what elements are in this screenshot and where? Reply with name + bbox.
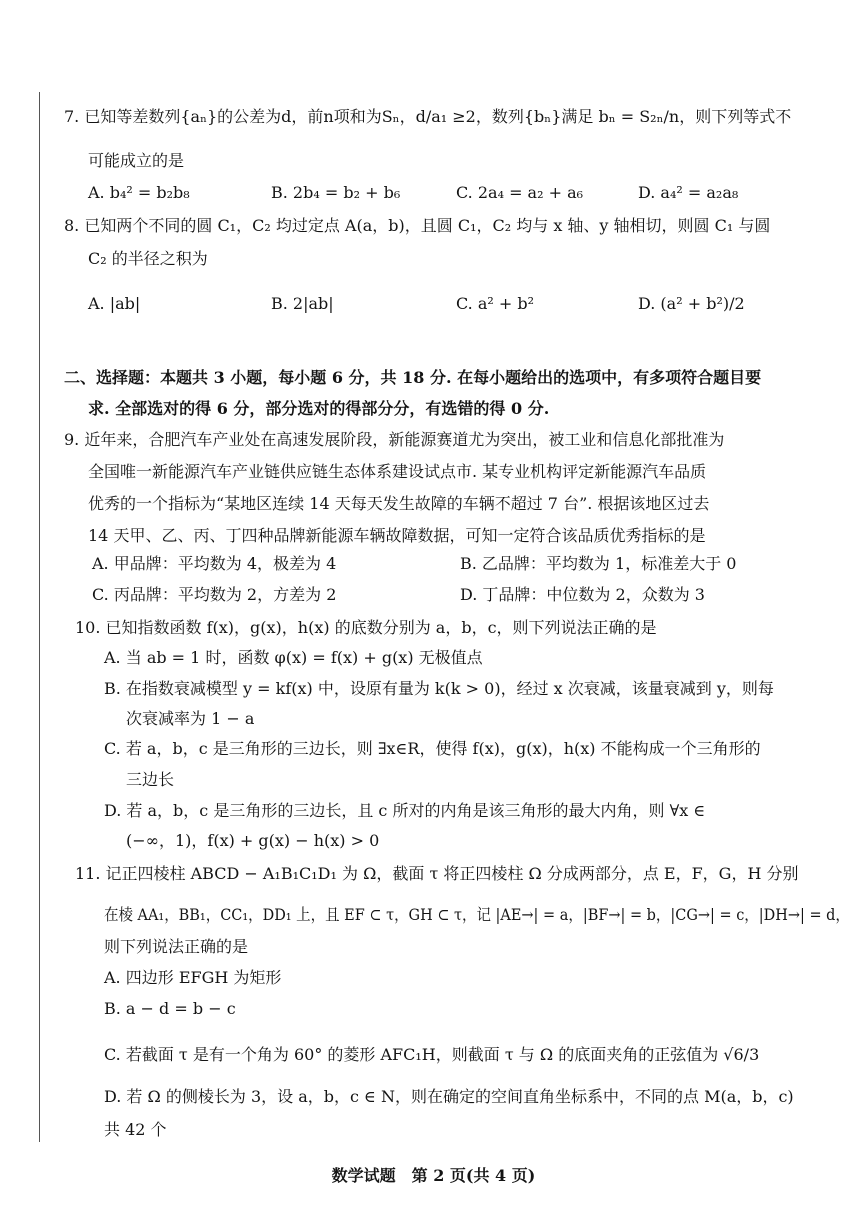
q9-line1: 9. 近年来，合肥汽车产业处在高速发展阶段，新能源赛道尤为突出，被工业和信息化部批准为: [64, 430, 725, 449]
q7-line1: 7. 已知等差数列{aₙ}的公差为d，前n项和为Sₙ，d/a₁ ≥2，数列{bₙ}满足 bₙ = S₂ₙ/n，则下列等式不: [64, 107, 792, 126]
q7-line2: 可能成立的是: [88, 151, 185, 170]
q10-option-d-line2: (−∞，1)，f(x) + g(x) − h(x) > 0: [126, 831, 380, 850]
q7-option-d: D. a₄² = a₂a₈: [638, 183, 739, 202]
q7-option-c: C. 2a₄ = a₂ + a₆: [456, 183, 584, 202]
section2-heading-line1: 二、选择题：本题共 3 小题，每小题 6 分，共 18 分. 在每小题给出的选项中，有多项符合题目要: [64, 368, 762, 387]
q11-option-c: C. 若截面 τ 是有一个角为 60° 的菱形 AFC₁H，则截面 τ 与 Ω 的底面夹角的正弦值为 √6/3: [104, 1045, 760, 1064]
q10-option-c-line2: 三边长: [126, 770, 175, 789]
q9-option-a: A. 甲品牌：平均数为 4，极差为 4: [92, 554, 337, 573]
q8-line1: 8. 已知两个不同的圆 C₁，C₂ 均过定点 A(a，b)，且圆 C₁，C₂ 均与 x 轴、y 轴相切，则圆 C₁ 与圆: [64, 216, 771, 235]
q8-option-d: D. (a² + b²)/2: [638, 294, 745, 313]
q11-option-d-line2: 共 42 个: [104, 1120, 167, 1139]
q10-option-a: A. 当 ab = 1 时，函数 φ(x) = f(x) + g(x) 无极值点: [104, 648, 483, 667]
page-footer: 数学试题 第 2 页(共 4 页): [331, 1166, 536, 1185]
q11-line3: 则下列说法正确的是: [104, 937, 249, 956]
q11-option-b: B. a − d = b − c: [104, 999, 236, 1018]
q9-line2: 全国唯一新能源汽车产业链供应链生态体系建设试点市. 某专业机构评定新能源汽车品质: [88, 462, 707, 481]
q7-option-b: B. 2b₄ = b₂ + b₆: [271, 183, 401, 202]
q9-option-c: C. 丙品牌：平均数为 2，方差为 2: [92, 585, 337, 604]
q10-option-b-line2: 次衰减率为 1 − a: [126, 709, 255, 728]
q10-line1: 10. 已知指数函数 f(x)，g(x)，h(x) 的底数分别为 a，b，c，则下列说法正确的是: [75, 618, 657, 637]
q8-option-c: C. a² + b²: [456, 294, 535, 313]
q8-option-a: A. |ab|: [88, 294, 141, 313]
q10-option-c-line1: C. 若 a，b，c 是三角形的三边长，则 ∃x∈R，使得 f(x)，g(x)，h(x) 不能构成一个三角形的: [104, 739, 761, 758]
q9-line4: 14 天甲、乙、丙、丁四种品牌新能源车辆故障数据，可知一定符合该品质优秀指标的是: [88, 526, 706, 545]
q11-option-d-line1: D. 若 Ω 的侧棱长为 3，设 a，b，c ∈ N，则在确定的空间直角坐标系中，不同的点 M(a，b，c): [104, 1087, 794, 1106]
q11-line1: 11. 记正四棱柱 ABCD − A₁B₁C₁D₁ 为 Ω，截面 τ 将正四棱柱 Ω 分成两部分，点 E，F，G，H 分别: [75, 864, 799, 883]
q8-line2: C₂ 的半径之积为: [88, 249, 208, 268]
q9-option-b: B. 乙品牌：平均数为 1，标准差大于 0: [460, 554, 737, 573]
q7-option-a: A. b₄² = b₂b₈: [88, 183, 190, 202]
q8-option-b: B. 2|ab|: [271, 294, 334, 313]
margin-rule: [39, 92, 40, 1142]
q10-option-d-line1: D. 若 a，b，c 是三角形的三边长，且 c 所对的内角是该三角形的最大内角，则 ∀x ∈: [104, 801, 706, 820]
section2-heading-line2: 求. 全部选对的得 6 分，部分选对的得部分分，有选错的得 0 分.: [88, 399, 550, 418]
q11-option-a: A. 四边形 EFGH 为矩形: [104, 968, 282, 987]
q9-line3: 优秀的一个指标为“某地区连续 14 天每天发生故障的车辆不超过 7 台”. 根据该地区过去: [88, 494, 710, 513]
q11-line2: 在棱 AA₁，BB₁，CC₁，DD₁ 上，且 EF ⊂ τ，GH ⊂ τ，记 |AE→| = a，|BF→| = b，|CG→| = c，|DH→| = d，: [104, 905, 850, 924]
q9-option-d: D. 丁品牌：中位数为 2，众数为 3: [460, 585, 705, 604]
q10-option-b-line1: B. 在指数衰减模型 y = kf(x) 中，设原有量为 k(k > 0)，经过 x 次衰减，该量衰减到 y，则每: [104, 679, 774, 698]
